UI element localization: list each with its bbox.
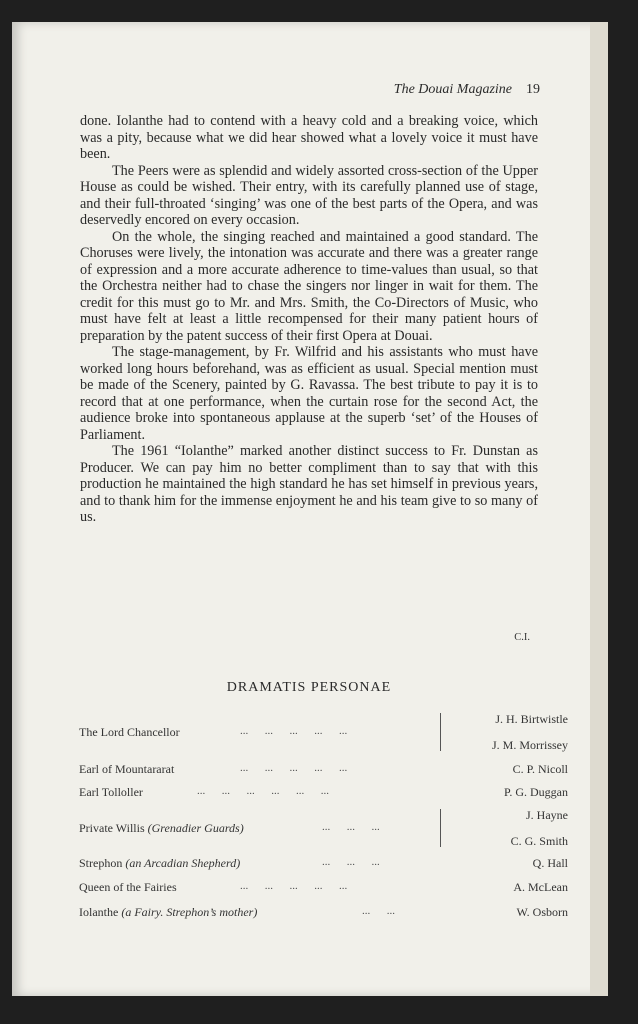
role-description: (Grenadier Guards)	[144, 821, 244, 835]
actor-name: J. Hayne	[526, 808, 568, 822]
cast-role	[79, 821, 244, 836]
cast-role	[79, 856, 240, 871]
cast-role	[79, 880, 177, 895]
role-description: (an Arcadian Shepherd)	[122, 856, 241, 870]
brace	[440, 713, 447, 751]
paragraph: The stage-management, by Fr. Wilfrid and his assistants who must have worked long hours beforehand, was as efficient as usual. Special mention must be made of the Scenery, painted by G. Ravassa. The best tribute to pay it is to record that at one performance, when the curtain rose for the second Act, the audience broke into spontaneous applause at the superb ‘set’ of the Houses of Parliament.	[80, 344, 538, 443]
actor-name: J. H. Birtwistle	[495, 712, 568, 726]
paragraph: The Peers were as splendid and widely assorted cross-section of the Upper House as could be wished. Their entry, with its carefully planned use of stage, and their full-throated ‘singing’ was one of the best parts of the Opera, and was deservedly encored on every occasion.	[80, 162, 538, 228]
dramatis-personae-title: DRAMATIS PERSONAE	[226, 680, 392, 695]
role-name: Earl of Mountararat	[79, 762, 175, 776]
actor-name: C. P. Nicoll	[512, 762, 568, 776]
paragraph: The 1961 “Iolanthe” marked another distinct success to Fr. Dunstan as Producer. We can pay him no better compliment than to say that with this production he maintained the high standard he has set himself in previous years, and to thank him for the immense enjoyment he and his team give to so many of us.	[80, 443, 538, 525]
role-name: The Lord Chancellor	[79, 725, 180, 739]
role-name: Earl Tolloller	[79, 785, 143, 799]
cast-role	[79, 725, 180, 740]
role-name: Iolanthe	[79, 905, 119, 919]
brace	[440, 809, 447, 847]
role-name: Strephon	[79, 856, 123, 870]
dot-leader: ... ... ... ... ...	[240, 880, 348, 892]
dot-leader: ... ... ... ... ...	[240, 762, 348, 774]
dot-leader: ... ...	[362, 905, 395, 917]
actor-name: P. G. Duggan	[503, 785, 568, 799]
dot-leader: ... ... ...	[322, 856, 380, 868]
magazine-title: The Douai Magazine	[393, 82, 512, 97]
dot-leader: ... ... ... ... ... ...	[197, 785, 329, 797]
dot-leader: ... ... ... ... ...	[240, 725, 348, 737]
actor-name: C. G. Smith	[510, 834, 568, 848]
dot-leader: ... ... ...	[322, 821, 380, 833]
paragraph: On the whole, the singing reached and maintained a good standard. The Choruses were lively, the intonation was accurate and there was a greater range of expression and a more accurate adherence to time-values than usual, so that the Orchestra neither had to chase the singers nor linger in wait for them. The credit for this must go to Mr. and Mrs. Smith, the Co-Directors of Music, who must have felt at least a little recompensed for their many patient hours of preparation by the patent success of their first Opera at Douai.	[80, 228, 538, 344]
role-name: Queen of the Fairies	[79, 880, 177, 894]
actor-name: W. Osborn	[516, 905, 568, 919]
role-description: (a Fairy. Strephon’s mother)	[118, 905, 258, 919]
actor-name: Q. Hall	[532, 856, 568, 870]
page-number: 19	[526, 82, 540, 97]
actor-name: J. M. Morrissey	[491, 738, 568, 752]
cast-role	[79, 762, 174, 777]
paragraph: done. Iolanthe had to contend with a heavy cold and a breaking voice, which was a pity, because what we did hear showed what a lovely voice it must have been.	[80, 113, 538, 162]
cast-role	[79, 905, 257, 920]
cast-role	[79, 785, 143, 800]
actor-name: A. McLean	[513, 880, 568, 894]
author-initials: C.I.	[514, 632, 530, 643]
role-name: Private Willis	[79, 821, 145, 835]
